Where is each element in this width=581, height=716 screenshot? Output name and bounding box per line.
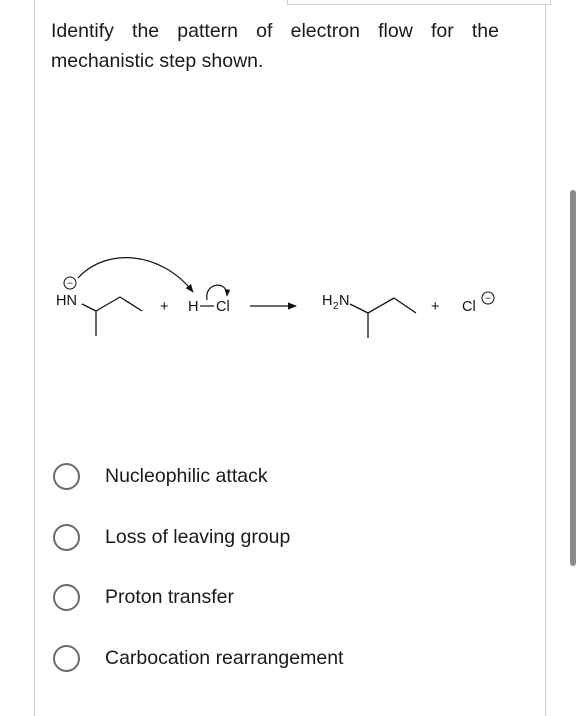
option-proton-transfer[interactable] <box>53 579 473 615</box>
bond-n-c <box>82 304 96 311</box>
product-chloride <box>462 292 494 315</box>
svg-text:N: N <box>339 293 350 309</box>
plus-sign-1: + <box>160 299 169 315</box>
option-loss-of-leaving-group[interactable] <box>53 519 473 555</box>
curved-arrow-nucleophile <box>78 258 193 292</box>
svg-text:H: H <box>188 299 199 315</box>
option-carbocation-rearrangement[interactable] <box>53 640 473 676</box>
reactant-amine <box>56 277 142 336</box>
negative-charge-circle-1 <box>64 277 76 290</box>
radio-button[interactable] <box>53 524 80 551</box>
negative-charge-circle-2 <box>482 292 494 305</box>
svg-text:−: − <box>485 293 491 305</box>
option-label: Proton transfer <box>105 585 234 608</box>
svg-text:H: H <box>322 293 333 309</box>
reactant-amine-label: HN <box>56 293 77 309</box>
radio-button[interactable] <box>53 645 80 672</box>
bond-n-c-product <box>350 304 368 313</box>
radio-button[interactable] <box>53 463 80 490</box>
product-amine <box>322 293 416 338</box>
bond-c-c1-product <box>368 298 394 313</box>
svg-text:Cl: Cl <box>462 299 476 315</box>
reactant-hcl <box>188 299 230 315</box>
radio-button[interactable] <box>53 584 80 611</box>
curved-arrow-bond-break <box>207 285 227 300</box>
svg-text:Cl: Cl <box>216 299 230 315</box>
question-text: Identify the pattern of electron flow for the mechanistic step shown. <box>51 20 499 72</box>
option-nucleophilic-attack[interactable] <box>53 458 473 494</box>
bond-c-c1 <box>96 297 120 311</box>
option-label: Nucleophilic attack <box>105 464 268 487</box>
option-label: Loss of leaving group <box>105 525 291 548</box>
bond-c-c2-product <box>394 298 416 313</box>
option-label: Carbocation rearrangement <box>105 646 344 669</box>
bond-c-c2 <box>120 297 142 311</box>
plus-sign-2: + <box>431 299 440 315</box>
svg-text:−: − <box>67 278 73 290</box>
svg-text:2: 2 <box>333 301 339 312</box>
